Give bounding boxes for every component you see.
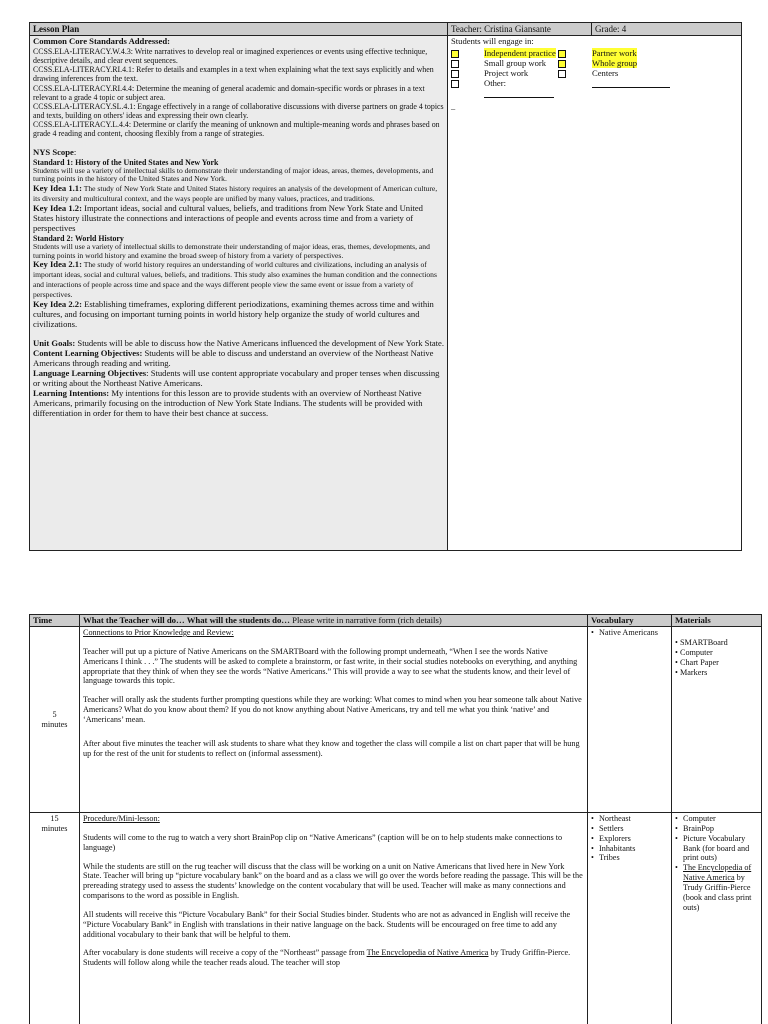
- list-item: • The Encyclopedia of Native America by Trudy Griffin-Pierce (book and class print outs): [675, 863, 758, 912]
- small-group-checkbox[interactable]: [451, 60, 459, 68]
- col-time-header: Time: [30, 615, 80, 627]
- standards-cell: [30, 36, 448, 551]
- list-item: • Chart Paper: [675, 658, 758, 668]
- engagement-cell: [448, 36, 742, 551]
- standards-title: Common Core Standards Addressed:: [33, 36, 170, 46]
- vocabulary-cell: [588, 627, 672, 813]
- list-item: • Northeast: [591, 814, 668, 824]
- independent-practice-checkbox[interactable]: [451, 50, 459, 58]
- content-objectives: Content Learning Objectives: Students will be able to discuss and understand an overview of the Northeast Native Americans through reading and writing.: [33, 348, 434, 368]
- col-materials-header: Materials: [672, 615, 762, 627]
- time-cell: 5 minutes: [30, 627, 80, 813]
- independent-practice-label: Independent practice: [484, 47, 556, 58]
- list-item: • Explorers: [591, 834, 668, 844]
- section-heading: Connections to Prior Knowledge and Review:: [83, 628, 234, 637]
- partner-work-label: Partner work: [592, 47, 637, 58]
- other-blank-line[interactable]: [484, 89, 554, 98]
- list-item: • Inhabitants: [591, 844, 668, 854]
- other-blank-line-2[interactable]: [592, 79, 670, 88]
- list-item: • BrainPop: [675, 824, 758, 834]
- standard-ri41: CCSS.ELA-LITERACY.RI.4.1: Refer to details and examples in a text when explaining what the text says explicitly and when drawing inferences from the text.: [33, 65, 434, 84]
- paragraph: All students will receive this “Picture Vocabulary Bank” for their Social Studies binder. Students who are not as advanced in English will receive the “Picture Vocabulary Bank” in English with translations in their native language on the back. Students will be encouraged on free time to add any additional vocabulary to their bank that will be helpful to them.: [83, 909, 571, 939]
- list-item: • Computer: [675, 814, 758, 824]
- key-idea-2-1: Key Idea 2.1: The study of world history requires an understanding of world cultures and civilizations, including an analysis of important ideas, social and cultural values, beliefs, and traditions. This study also examines the human condition and the connections and interactions of people across time and space and the ways different people view the same event or issue from a variety of perspectives.: [33, 259, 437, 300]
- partner-work-checkbox[interactable]: [558, 50, 566, 58]
- section-heading: Procedure/Mini-lesson:: [83, 814, 160, 823]
- time-cell: 15 minutes: [30, 813, 80, 1024]
- standard-1-title: Standard 1: History of the United States and New York: [33, 157, 219, 167]
- procedure-table: [29, 614, 762, 1024]
- key-idea-2-2: Key Idea 2.2: Establishing timeframes, exploring different periodizations, examining themes across time and within cultures, and focusing on important turning points in world history help organize the study of world cultures and civilizations.: [33, 299, 434, 330]
- key-idea-1-2: Key Idea 1.2: Important ideas, social and cultural values, beliefs, and traditions from New York State and United States history illustrate the connections and interactions of people and events across time and from a variety of perspectives: [33, 202, 423, 233]
- procedure-cell: [80, 813, 588, 1024]
- table-row: [30, 813, 762, 1024]
- list-item: • SMARTBoard: [675, 638, 758, 648]
- nys-scope-title: NYS Scope:: [33, 146, 77, 157]
- lesson-plan-table: [29, 22, 742, 551]
- engage-title: Students will engage in:: [451, 36, 534, 46]
- centers-checkbox[interactable]: [558, 70, 566, 78]
- project-work-label: Project work: [484, 67, 529, 78]
- standard-ri44: CCSS.ELA-LITERACY.RI.4.4: Determine the meaning of general academic and domain-specific words or phrases in a text relevant to a grade 4 topic or subject area.: [33, 83, 425, 102]
- standard-sl41: CCSS.ELA-LITERACY.SL.4.1: Engage effectively in a range of collaborative discussions with diverse partners on grade 4 topics and texts, building on others' ideas and expressing their own clearly.: [33, 101, 444, 121]
- unit-goals: Unit Goals: Students will be able to discuss how the Native Americans influenced the development of New York State.: [33, 338, 445, 349]
- table-row: [30, 627, 762, 813]
- list-item: • Markers: [675, 668, 758, 678]
- standard-l44: CCSS.ELA-LITERACY.L.4.4: Determine or clarify the meaning of unknown and multiple-meaning words and phrases based on grade 4 reading and content, choosing flexibly from a range of strategies.: [33, 120, 440, 139]
- paragraph: After vocabulary is done students will receive a copy of the “Northeast” passage from The Encyclopedia of Native America by Trudy Griffin-Pierce. Students will follow along while the teacher reads aloud. The teacher will stop: [83, 948, 571, 968]
- other-checkbox[interactable]: [451, 80, 459, 88]
- standard-2-title: Standard 2: World History: [33, 233, 124, 243]
- dash-mark: _: [451, 101, 456, 111]
- paragraph: While the students are still on the rug teacher will discuss that the class will be working on a unit on Native Americans that lived here in New York State. Teacher will bring up “picture vocabulary bank” on the board and as a class we will go over the words before reading the passage. This will be the prereading strategy used to assess the students’ knowledge on the content vocabulary that will be used. Teacher will make as many connections and comparisons to the word as possible in English.: [83, 861, 583, 901]
- paragraph: Teacher will orally ask the students further prompting questions while they are working: What comes to mind when you hear someone talk about Native Americans? What do you know about them? If you do not know anything about Native Americans, try and tell me what you think ‘native’ and ‘Americans’ mean.: [83, 695, 582, 724]
- small-group-label: Small group work: [484, 57, 547, 68]
- teacher-name: Teacher: Cristina Giansante: [448, 23, 592, 36]
- standard-1-text: Students will use a variety of intellectual skills to demonstrate their understanding of major ideas, areas, themes, developments, and turning points in the history of the United States and New York.: [33, 165, 434, 184]
- materials-cell: [672, 813, 762, 1024]
- list-item: • Picture Vocabulary Bank (for board and print outs): [675, 834, 758, 864]
- col-vocabulary-header: Vocabulary: [588, 615, 672, 627]
- centers-label: Centers: [592, 67, 619, 78]
- list-item: • Settlers: [591, 824, 668, 834]
- col-what-header: What the Teacher will do… What will the students do… Please write in narrative form (rich details): [80, 615, 588, 627]
- prior-knowledge-cell: [80, 627, 588, 813]
- whole-group-label: Whole group: [592, 57, 638, 68]
- whole-group-checkbox[interactable]: [558, 60, 566, 68]
- project-work-checkbox[interactable]: [451, 70, 459, 78]
- engage-options: [451, 48, 738, 98]
- paragraph: Students will come to the rug to watch a very short BrainPop clip on “Native Americans” (caption will be on to help students make connections to language): [83, 832, 563, 852]
- list-item: • Computer: [675, 648, 758, 658]
- paragraph: After about five minutes the teacher will ask students to share what they know and together the class will compile a list on chart paper that will be hung up for the rest of the unit for students to reflect on (informal assessment).: [83, 738, 580, 758]
- book-title: The Encyclopedia of Native America: [366, 948, 489, 958]
- materials-cell: [672, 627, 762, 813]
- other-label: Other:: [462, 78, 558, 98]
- learning-intentions: Learning Intentions: My intentions for this lesson are to provide students with an overview of Northeast Native Americans, primarily focusing on the introduction of New York State Indians. The students will be provided with differentiation in order for them to have their best chance at success.: [33, 387, 423, 418]
- list-item: • Tribes: [591, 853, 668, 863]
- standard-2-text: Students will use a variety of intellectual skills to demonstrate their understanding of major ideas, eras, themes, developments, and turning points in world history and examine the broad sweep of history from a variety of perspectives.: [33, 241, 430, 260]
- list-item: • Native Americans: [591, 628, 668, 638]
- key-idea-1-1: Key Idea 1.1: The study of New York State and United States history requires an analysis of the development of American culture, its diversity and multicultural context, and the ways people are unified by many values, practices, and traditions.: [33, 182, 438, 203]
- lesson-plan-title: Lesson Plan: [30, 23, 448, 36]
- spacer: [33, 139, 444, 148]
- grade-label: Grade: 4: [592, 23, 742, 36]
- vocabulary-cell: [588, 813, 672, 1024]
- paragraph: Teacher will put up a picture of Native Americans on the SMARTBoard with the following prompt underneath, “When I see the words Native Americans I think . . .” The students will be asked to complete a brainstorm, or fast write, in their social studies notebooks on everything, and anything appropriate that they think of when they see the words “Native Americans.” This will provide a way to see what the students know, and their level of language towards this topic.: [83, 646, 578, 686]
- standard-w43: CCSS.ELA-LITERACY.W.4.3: Write narratives to develop real or imagined experiences or events using effective technique, descriptive details, and clear event sequences.: [33, 46, 428, 66]
- language-objectives: Language Learning Objectives: Students will use content appropriate vocabulary and proper tenses when discussing or writing about the Northeast Native Americans.: [33, 367, 440, 388]
